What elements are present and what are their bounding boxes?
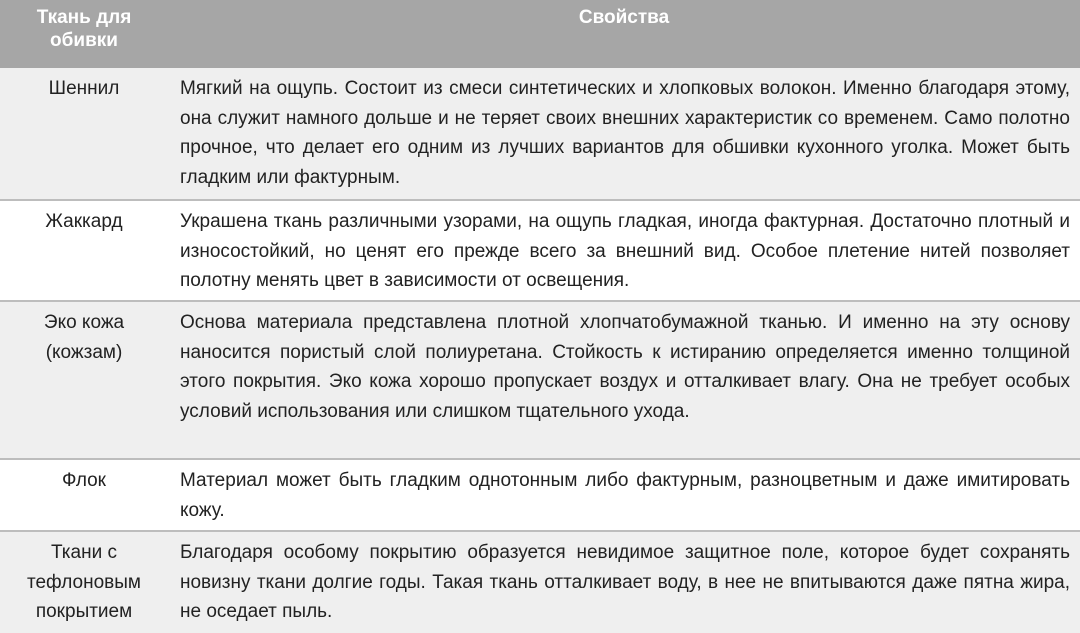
table-row xyxy=(0,301,1080,459)
fabric-description: Благодаря особому покрытию образуется невидимое защитное поле, которое будет сохранять новизну ткани долгие годы. Такая ткань отталкивает воду, в нее не впитываются даже пятна жира, не оседает пыль. xyxy=(168,531,1080,633)
fabric-description: Основа материала представлена плотной хлопчатобумажной тканью. И именно на эту основу наносится пористый слой полиуретана. Стойкость к истиранию определяется именно толщиной этого покрытия. Эко кожа хорошо пропускает воздух и отталкивает влагу. Она не требует особых условий использования или слишком тщательного ухода. xyxy=(168,301,1080,459)
fabric-name: Ткани с xyxy=(51,542,117,563)
table-row xyxy=(0,531,1080,633)
fabric-name: тефлоновым xyxy=(26,571,141,593)
fabric-description: Мягкий на ощупь. Состоит из смеси синтетических и хлопковых волокон. Именно благодаря этому, она служит намного дольше и не теряет своих внешних характеристик со временем. Само полотно прочное, что делает его одним из лучших вариантов для обшивки кухонного уголка. Может быть гладким или фактурным. xyxy=(168,68,1080,200)
fabric-name: (кожзам) xyxy=(45,341,123,363)
fabric-name: Эко кожа xyxy=(43,312,125,333)
fabric-description: Украшена ткань различными узорами, на ощупь гладкая, иногда фактурная. Достаточно плотный и износостойкий, но ценят его прежде всего за внешний вид. Особое плетение нитей позволяет полотну менять цвет в зависимости от освещения. xyxy=(168,200,1080,301)
fabric-description: Материал может быть гладким однотонным либо фактурным, разноцветным и даже имитировать кожу. xyxy=(168,459,1080,531)
table-header xyxy=(0,0,1080,68)
fabric-name: покрытием xyxy=(35,601,133,622)
header-fabric xyxy=(0,0,168,68)
fabric-name-cell xyxy=(0,200,168,301)
table-row xyxy=(0,200,1080,301)
fabric-name-cell xyxy=(0,459,168,531)
header-fabric-line: Ткань для xyxy=(36,7,132,28)
fabric-name-cell xyxy=(0,68,168,200)
fabric-name-cell xyxy=(0,301,168,459)
fabric-name-cell xyxy=(0,531,168,633)
fabric-name: Флок xyxy=(62,470,106,491)
fabric-name: Жаккард xyxy=(45,211,123,232)
table-row xyxy=(0,459,1080,531)
header-row xyxy=(0,0,1080,68)
header-properties: Свойства xyxy=(168,0,1080,68)
fabric-name: Шеннил xyxy=(48,78,120,99)
table-row xyxy=(0,68,1080,200)
header-fabric-line: обивки xyxy=(50,30,118,51)
